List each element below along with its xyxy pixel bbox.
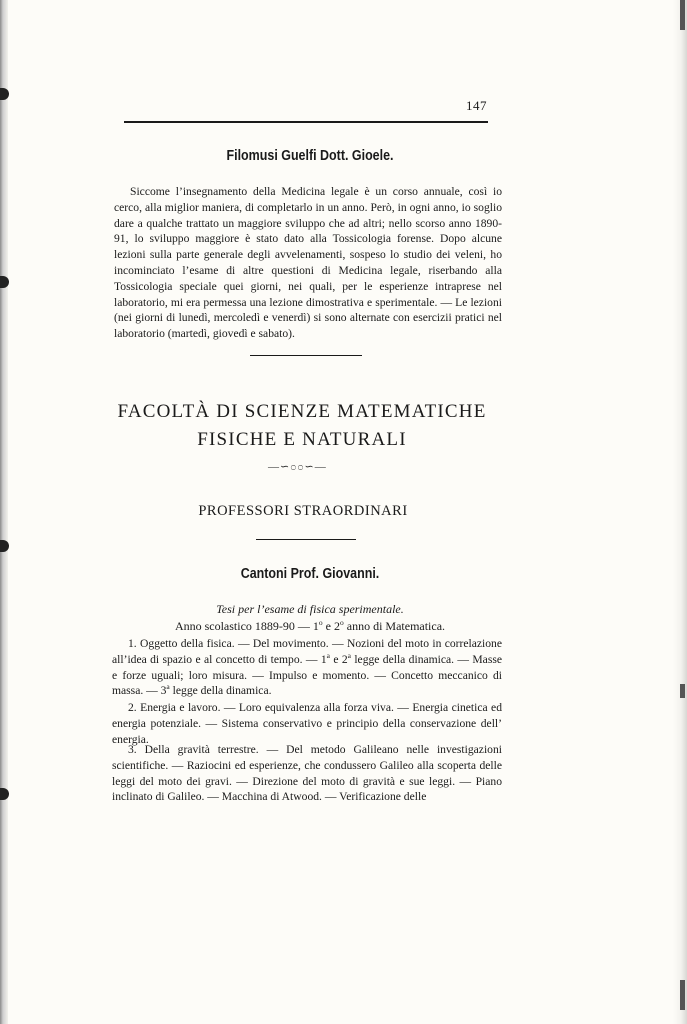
list-item: 3. Della gravità terrestre. — Del metodo Galileano nelle investigazioni scientifiche. — Raziocini ed esperienze, che condussero Galileo alla scoperta delle leggi del moto dei gravi. — Direzione del moto di gravità e sue leggi. — Piano inclinato di Galileo. — Macchina di Atwood. — Verificazione delle	[112, 743, 502, 804]
list-item: 2. Energia e lavoro. — Loro equivalenza alla forza viva. — Energia cinetica ed energia potenziale. — Sistema conservativo e principio della conservazione dell’ energia.	[112, 701, 502, 746]
ornament: —∽೦೦∽—	[268, 461, 327, 473]
body-paragraph: Siccome l’insegnamento della Medicina legale è un corso annuale, così io cerco, alla miglior maniera, di completarlo in un anno. Però, in ogni anno, io soglio dare a qualche trattato un maggiore sviluppo che ad altri; nello scorso anno 1890-91, lo sviluppo maggiore è stato dato alla Tossicologia forense. Dopo alcune lezioni sulla parte generale degli avvelenamenti, sospeso lo studio dei veleni, ho incominciato l’esame di altre questioni di Medicina legale, riserbando alla Tossicologia speciale quei giorni, nei quali, per le esperienze intraprese nel laboratorio, mi era permessa una lezione dimostrativa e sperimentale. — Le lezioni (nei giorni di lunedì, mercoledì e venerdì) si sono alternate con esercizii pratici nel laboratorio (martedì, giovedì e sabato).	[114, 185, 502, 341]
faculty-title-line: FISICHE E NATURALI	[197, 429, 407, 450]
right-page-edge	[673, 0, 687, 1024]
section-divider	[256, 539, 356, 540]
faculty-title	[0, 398, 604, 454]
page-number: 147	[466, 98, 487, 113]
author-heading: Cantoni Prof. Giovanni.	[240, 566, 380, 582]
header-rule	[124, 121, 488, 123]
right-edge-mark	[680, 980, 685, 1010]
list-item: 1. Oggetto della fisica. — Del movimento. — Nozioni del moto in correlazione all’idea di spazio e al concetto di tempo. — 1$^a$ e 2$^a$ legge della dinamica. — Masse e forze uguali; loro misura. — Impulso e momento. — Concetto meccanico di massa. — 3$^a$ legge della dinamica.	[112, 637, 502, 698]
academic-year-line: Anno scolastico 1889-90 — 1$^o$ e 2$^o$ anno di Matematica.	[174, 618, 446, 633]
thesis-title: Tesi per l’esame di fisica sperimentale.	[216, 602, 404, 616]
faculty-title-line: FACOLTÀ DI SCIENZE MATEMATICHE	[117, 401, 487, 422]
section-divider	[250, 355, 362, 356]
author-heading: Filomusi Guelfi Dott. Gioele.	[226, 148, 394, 164]
section-heading: PROFESSORI STRAORDINARI	[198, 503, 408, 519]
right-edge-mark	[680, 684, 685, 698]
right-edge-mark	[680, 0, 685, 30]
